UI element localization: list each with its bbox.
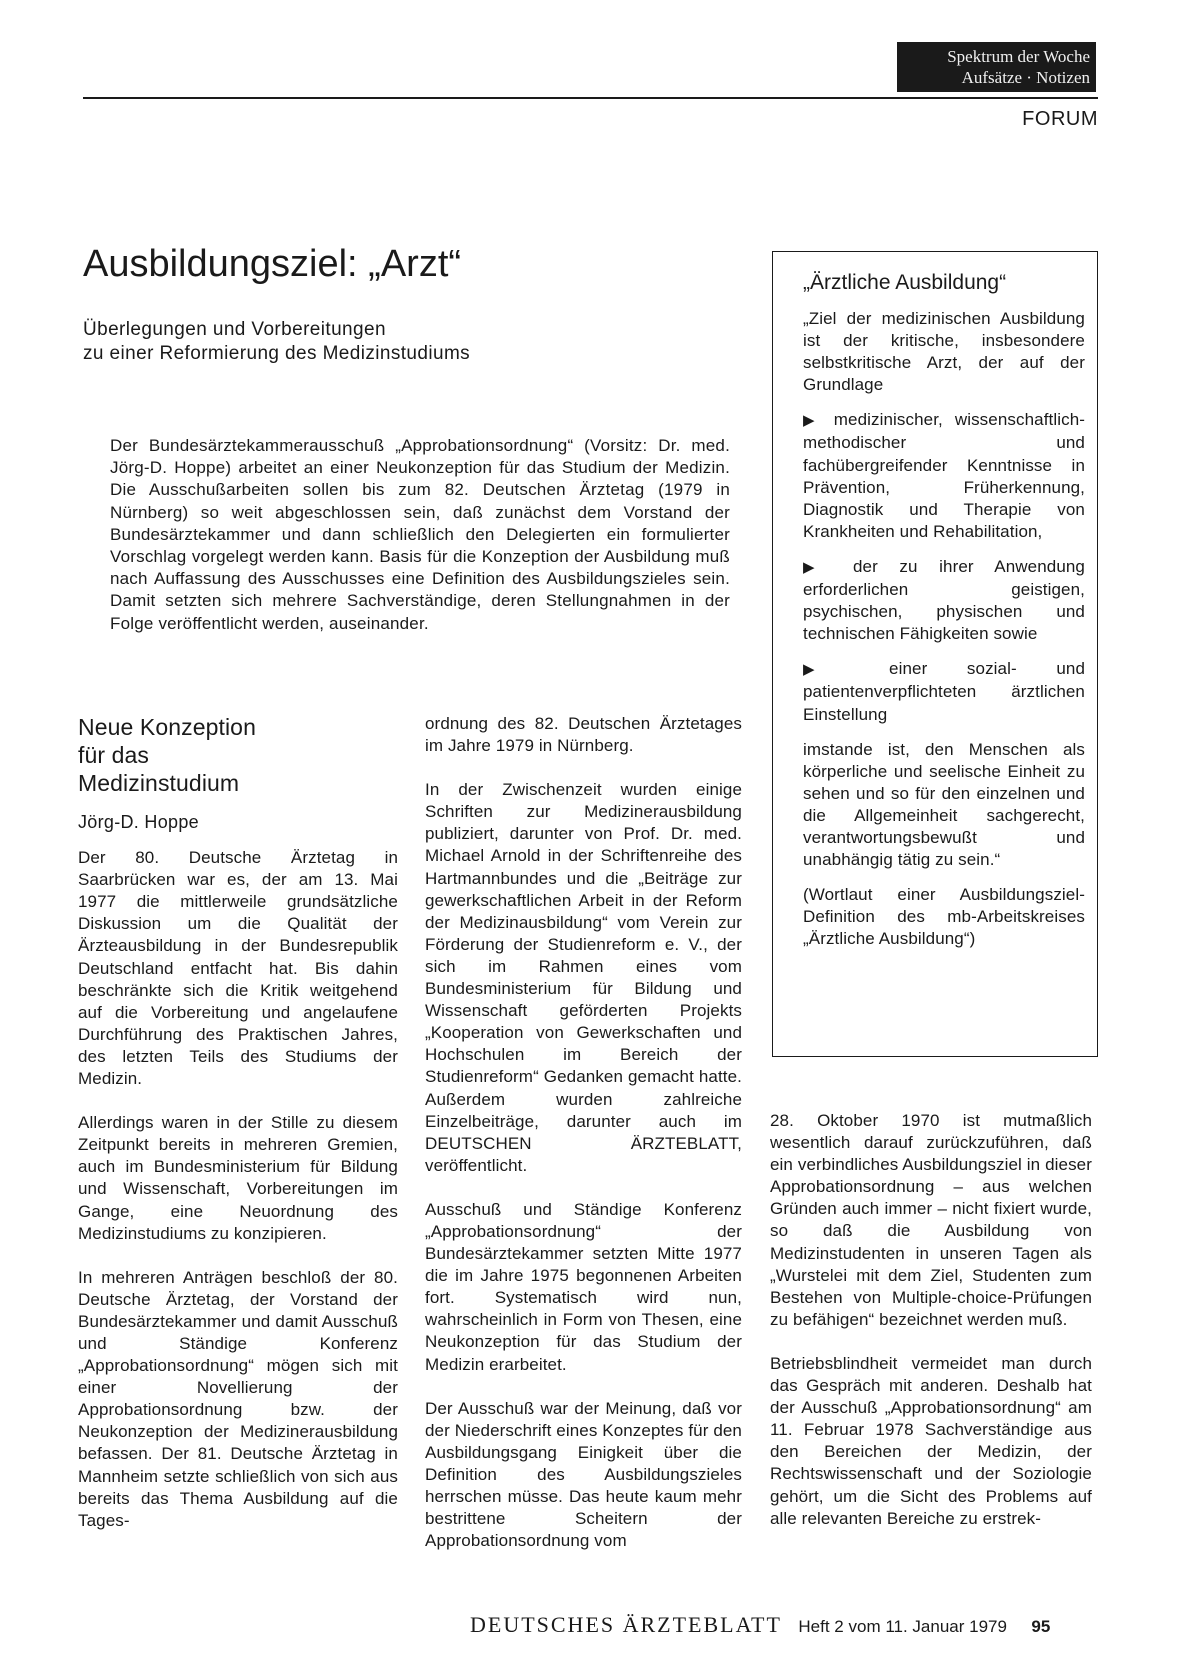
journal-name: DEUTSCHES ÄRZTEBLATT <box>470 1612 782 1637</box>
sidebar-paragraph: „Ziel der medizinischen Ausbildung ist der kritische, insbesondere selbstkritische Arzt, der auf der Grundlage <box>803 309 1085 395</box>
bullet-text: medizinischer, wissenschaftlich-methodischer und fachübergreifender Kenntnisse in Prävention, Früherkennung, Diagnostik und Therapie von Krankheiten und Rehabilitation, <box>803 410 1086 541</box>
bullet-text: einer sozial- und patientenverpflichteten ärztlichen Einstellung <box>803 659 1086 724</box>
paragraph: Allerdings waren in der Stille zu diesem Zeitpunkt bereits in mehreren Gremien, auch im Bundesministerium für Bildung und Wissenschaft, Vorbereitungen im Gange, eine Neuordnung des Medizinstudiums zu konzipieren. <box>78 1113 398 1243</box>
badge-line-1: Spektrum der Woche <box>947 47 1090 66</box>
sidebar-bullet <box>803 658 1085 725</box>
sidebar-source-note: (Wortlaut einer Ausbildungsziel-Definition des mb-Arbeitskreises „Ärztliche Ausbildung“) <box>803 885 1085 949</box>
text-column-1 <box>78 713 398 1554</box>
paragraph: Betriebsblindheit vermeidet man durch das Gespräch mit anderen. Deshalb hat der Ausschuß „Approbationsordnung“ am 11. Februar 1978 Sachverständige aus den Bereichen der Medizin, der Rechtswissenschaft und der Soziologie gehört, um die Sicht des Problems auf alle relevanten Bereiche zu erstrek- <box>770 1353 1092 1528</box>
section-heading-line-3: Medizinstudium <box>78 770 240 796</box>
sidebar-paragraph: imstande ist, den Menschen als körperliche und seelische Einheit zu sehen und so für den einzelnen und die Allgemeinheit sachgerecht, verantwortungsbewußt und unabhängig tätig zu sein.“ <box>803 739 1085 870</box>
sidebar-box <box>772 251 1098 1057</box>
text-column-3 <box>770 1110 1092 1552</box>
section-heading-line-1: Neue Konzeption <box>78 714 256 740</box>
paragraph: ordnung des 82. Deutschen Ärztetages im Jahre 1979 in Nürnberg. <box>425 714 742 756</box>
triangle-bullet-icon: ▶ <box>803 558 832 576</box>
page-number: 95 <box>1031 1617 1051 1636</box>
triangle-bullet-icon: ▶ <box>803 661 850 679</box>
article-subtitle <box>83 318 643 366</box>
paragraph: Der Ausschuß war der Meinung, daß vor der Niederschrift eines Konzeptes für den Ausbildungsgang Einigkeit über die Definition des Ausbildungszieles herrschen müsse. Das heute kaum mehr bestrittene Scheitern der Approbationsordnung vom <box>425 1398 742 1551</box>
section-heading-line-2: für das <box>78 742 150 768</box>
triangle-bullet-icon: ▶ <box>803 412 822 430</box>
paragraph: Ausschuß und Ständige Konferenz „Approbationsordnung“ der Bundesärztekammer setzten Mitte 1977 die im Jahre 1975 begonnenen Arbeiten fort. Systematisch wird nun, wahrscheinlich in Form von Thesen, eine Neukonzeption für das Studium der Medizin erarbeitet. <box>425 1199 742 1374</box>
paragraph: In mehreren Anträgen beschloß der 80. Deutsche Ärztetag, der Vorstand der Bundesärztekammer und damit Ausschuß und Ständige Konferenz „Approbationsordnung“ mögen sich mit einer Novellierung der Approbationsordnung bzw. der Neukonzeption der Medizinerausbildung befassen. Der 81. Deutsche Ärztetag in Mannheim setzte schließlich von sich aus bereits das Thema Ausbildung auf die Tages- <box>78 1267 398 1530</box>
article-intro: Der Bundesärztekammerausschuß „Approbationsordnung“ (Vorsitz: Dr. med. Jörg-D. Hoppe) arbeitet an einer Neukonzeption für das Studium der Medizin. Die Ausschußarbeiten sollen bis zum 82. Deutschen Ärztetag (1979 in Nürnberg) so weit abgeschlossen sein, daß zunächst dem Vorstand der Bundesärztekammer und dann schließlich den Delegierten ein formulierter Vorschlag vorgelegt werden kann. Basis für die Konzeption der Ausbildung muß nach Auffassung des Ausschusses eine Definition des Ausbildungszieles sein. Damit setzten sich mehrere Sachverständige, deren Stellungnahmen in der Folge veröffentlicht werden, auseinander. <box>110 436 730 633</box>
paragraph: 28. Oktober 1970 ist mutmaßlich wesentlich darauf zurückzuführen, daß ein verbindliches Ausbildungsziel in dieser Approbationsordnung – aus welchen Gründen auch immer – nicht fixiert wurde, so daß die Ausbildung von Medizinstudenten in unseren Tagen als „Wurstelei mit dem Ziel, Studenten zum Bestehen von Multiple-choice-Prüfungen zu befähigen“ bezeichnet werden muß. <box>770 1111 1092 1329</box>
bullet-text: der zu ihrer Anwendung erforderlichen geistigen, psychischen, physischen und technischen Fähigkeiten sowie <box>803 556 1085 644</box>
paragraph: In der Zwischenzeit wurden einige Schriften zur Medizinerausbildung publiziert, darunter von Prof. Dr. med. Michael Arnold in der Schriftenreihe des Hartmannbundes und die „Beiträge zur gewerkschaftlichen Arbeit in der Reform der Medizinausbildung“ vom Verein zur Förderung der Studienreform e. V., der sich im Rahmen eines vom Bundesministerium für Bildung und Wissenschaft geförderten Projekts „Kooperation von Gewerkschaften und Hochschulen im Bereich der Studienreform“ Gedanken gemacht hatte. Außerdem wurden zahlreiche Einzelbeiträge, darunter auch im DEUTSCHEN ÄRZTEBLATT, veröffentlicht. <box>425 780 742 1175</box>
paragraph: Der 80. Deutsche Ärztetag in Saarbrücken war es, der am 13. Mai 1977 die mittlerweile grundsätzliche Diskussion um die Qualität der Ärzteausbildung in der Bundesrepublik Deutschland entfacht hat. Bis dahin beschränkte sich die Kritik weitgehend auf die Vorbereitung und angelaufene Durchführung des Praktischen Jahres, des letzten Teils des Studiums der Medizin. <box>78 848 398 1089</box>
sidebar-title: „Ärztliche Ausbildung“ <box>803 271 1007 294</box>
section-heading <box>78 713 398 797</box>
article-title: Ausbildungsziel: „Arzt“ <box>83 243 462 285</box>
subtitle-line-1: Überlegungen und Vorbereitungen <box>83 319 386 340</box>
header-rule <box>83 97 1098 99</box>
author-name: Jörg-D. Hoppe <box>78 812 199 832</box>
section-label: FORUM <box>1022 108 1098 130</box>
text-column-2 <box>425 713 742 1574</box>
badge-line-2: Aufsätze · Notizen <box>961 68 1090 87</box>
sidebar-bullet <box>803 409 1085 543</box>
subtitle-line-2: zu einer Reformierung des Medizinstudiums <box>83 343 471 364</box>
page-footer <box>470 1612 1098 1638</box>
sidebar-bullet <box>803 556 1085 645</box>
issue-info: Heft 2 vom 11. Januar 1979 <box>798 1617 1007 1636</box>
section-badge <box>897 42 1096 92</box>
